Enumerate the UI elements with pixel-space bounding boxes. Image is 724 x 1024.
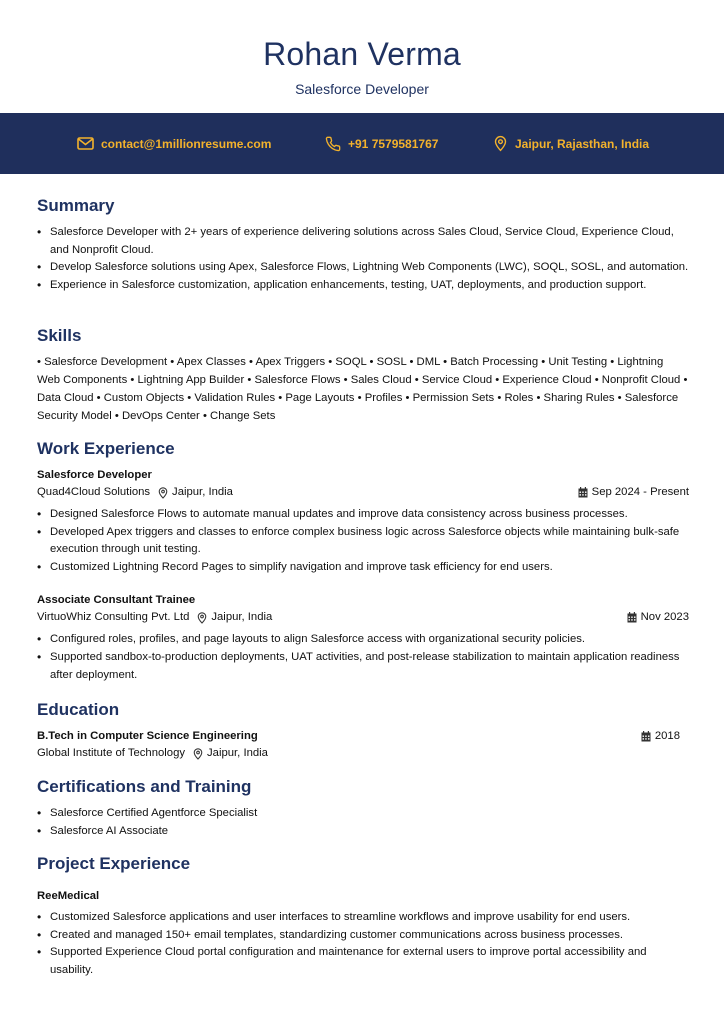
certifications-list: [37, 805, 689, 840]
list-item: • Salesforce Developer with 2+ years of experience delivering solutions across Sales Cloud, Service Cloud, Experience Cloud, and Nonprofit Cloud.: [37, 224, 689, 259]
projects-section: [37, 854, 689, 979]
list-item: • Created and managed 150+ email templates, standardizing customer communications across business processes.: [37, 927, 689, 945]
contact-location: [493, 135, 649, 152]
location-pin-icon: [197, 612, 207, 624]
list-item: • Designed Salesforce Flows to automate manual updates and improve data consistency across business processes.: [37, 506, 689, 524]
list-item: • Salesforce Certified Agentforce Specialist: [37, 805, 689, 823]
contact-bar: [0, 113, 724, 174]
job-title: Salesforce Developer: [37, 469, 152, 481]
skills-section: [37, 326, 689, 426]
certifications-section: [37, 777, 689, 840]
job-bullets: [37, 631, 689, 684]
education-degree-line: [37, 728, 689, 745]
job-location-text: Jaipur, India: [211, 611, 273, 624]
mail-icon: [77, 137, 94, 150]
education-date: [641, 728, 680, 745]
company-name: VirtuoWhiz Consulting Pvt. Ltd: [37, 611, 190, 624]
education-school-line: [37, 745, 689, 762]
list-item: • Salesforce AI Associate: [37, 823, 689, 841]
list-item: • Supported Experience Cloud portal configuration and maintenance for external users to improve portal accessibility and usability.: [37, 944, 689, 979]
calendar-icon: [627, 612, 637, 623]
candidate-title: Salesforce Developer: [295, 81, 429, 97]
education-section: [37, 700, 689, 762]
job-entry: [37, 592, 689, 684]
project-name: ReeMedical: [37, 890, 100, 902]
skills-heading: Skills: [37, 326, 82, 345]
work-heading: Work Experience: [37, 439, 175, 458]
list-item: • Developed Apex triggers and classes to enforce complex business logic across Salesforce objects while maintaining bulk-safe execution through unit testing.: [37, 524, 689, 559]
summary-list: [37, 224, 689, 294]
job-location: [158, 484, 233, 501]
list-item: • Configured roles, profiles, and page layouts to align Salesforce access with organizational security policies.: [37, 631, 689, 649]
location-pin-icon: [158, 487, 168, 499]
job-location: [197, 609, 272, 626]
summary-section: [37, 196, 689, 294]
work-section: [37, 439, 689, 684]
calendar-icon: [641, 731, 651, 742]
email-text: contact@1millionresume.com: [101, 136, 272, 151]
degree-name: B.Tech in Computer Science Engineering: [37, 730, 258, 742]
job-bullets: [37, 506, 689, 576]
list-item: • Develop Salesforce solutions using Apex, Salesforce Flows, Lightning Web Components (LWC), SOQL, SOSL, and automation.: [37, 259, 689, 277]
candidate-name: Rohan Verma: [263, 36, 461, 72]
phone-text: +91 7579581767: [348, 136, 439, 151]
job-date-text: Nov 2023: [640, 611, 689, 624]
project-bullets: [37, 909, 689, 979]
certifications-heading: Certifications and Training: [37, 777, 252, 796]
list-item: • Experience in Salesforce customization, application enhancements, testing, UAT, deployments, and production support.: [37, 277, 689, 295]
list-item: • Customized Salesforce applications and user interfaces to streamline workflows and improve usability for end users.: [37, 909, 689, 927]
contact-email[interactable]: [77, 137, 271, 151]
education-date-text: 2018: [654, 730, 680, 742]
job-meta: [37, 609, 689, 626]
skills-text: • Salesforce Development • Apex Classes • Apex Triggers • SOQL • SOSL • DML • Batch Processing • Unit Testing • Lightning Web Components • Lightning App Builder • Salesforce Flows • Sales Cloud • Service Cloud • Experience Cloud • Nonprofit Cloud • Data Cloud • Custom Objects • Validation Rules • Page Layouts • Profiles • Permission Sets • Roles • Sharing Rules • Salesforce Security Model • DevOps Center • Change Sets: [37, 356, 688, 422]
contact-phone[interactable]: [325, 136, 438, 152]
job-date: [578, 484, 689, 501]
summary-heading: Summary: [37, 196, 115, 215]
location-pin-icon: [493, 135, 508, 152]
job-entry: [37, 467, 689, 576]
job-meta: [37, 484, 689, 501]
location-text: Jaipur, Rajasthan, India: [515, 136, 650, 151]
projects-heading: Project Experience: [37, 854, 191, 873]
school-location-text: Jaipur, India: [207, 747, 268, 759]
list-item: • Supported sandbox-to-production deployments, UAT activities, and post-release stabilization to maintain application readiness after deployment.: [37, 649, 689, 684]
phone-icon: [325, 136, 341, 152]
job-date: [627, 609, 689, 626]
job-location-text: Jaipur, India: [172, 486, 233, 498]
resume-header: [0, 0, 724, 113]
job-title: Associate Consultant Trainee: [37, 594, 196, 607]
education-heading: Education: [37, 700, 120, 719]
calendar-icon: [578, 487, 588, 498]
location-pin-icon: [193, 748, 203, 760]
list-item: • Customized Lightning Record Pages to simplify navigation and improve task efficiency for end users.: [37, 559, 689, 577]
job-date-text: Sep 2024 - Present: [591, 486, 689, 498]
company-name: Quad4Cloud Solutions: [37, 486, 151, 498]
school-location: [193, 745, 268, 762]
school-name: Global Institute of Technology: [37, 747, 186, 759]
